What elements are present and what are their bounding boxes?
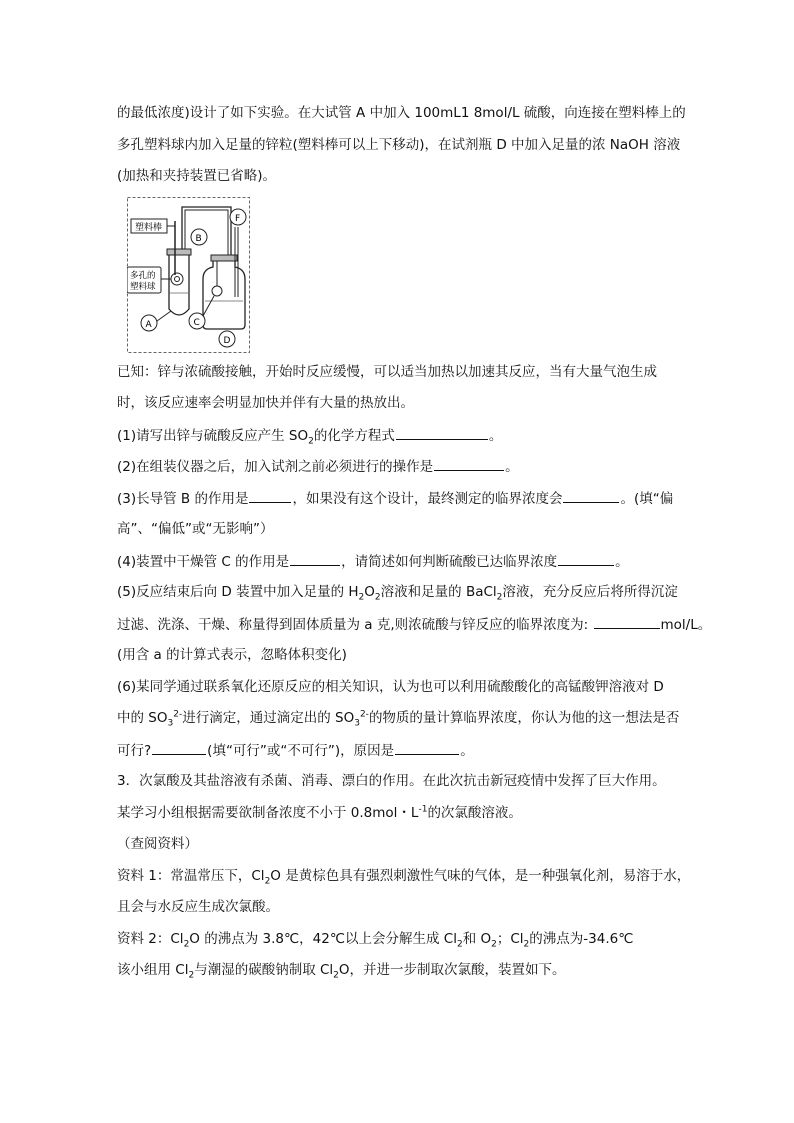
question-6-line-3: 可行? (填“可行”或“不可行”)，原因是 。 xyxy=(117,740,687,761)
drying-tube-c xyxy=(212,286,222,296)
answer-blank-4b[interactable] xyxy=(558,551,614,566)
label-rod: 塑料棒 xyxy=(135,223,163,233)
label-ball-1: 多孔的 xyxy=(130,271,156,281)
intro-line-1: 的最低浓度)设计了如下实验。在大试管 A 中加入 100mL1 8mol/L 硫酸，向连接在塑料棒上的 xyxy=(117,105,686,121)
label-c: C xyxy=(193,318,200,328)
material-1-line-1: 资料 1：常温常压下，$Cl_2O$ 是黄棕色具有强烈刺激性气味的气体，是一种强氧化剂，易溶于水， xyxy=(117,868,691,887)
section-3-line-2: 某学习小组根据需要欲制备浓度不小于 0.8mol・$L^{-1}$的次氯酸溶液。 xyxy=(117,804,522,821)
question-3: (3)长导管 B 的作用是 ，如果没有这个设计，最终测定的临界浓度会 。(填“偏 xyxy=(117,488,687,509)
section-3-last-line: 该小组用 $Cl_2$与潮湿的碳酸钠制取 $Cl_2O$，并进一步制取次氯酸，装置如下。 xyxy=(117,962,566,981)
label-a: A xyxy=(145,320,152,330)
question-6-line-1: (6)某同学通过联系氧化还原反应的相关知识，认为也可以利用硫酸酸化的高锰酸钾溶液对 D xyxy=(117,679,664,695)
section-3-heading: （查阅资料） xyxy=(117,836,198,852)
answer-blank-5[interactable] xyxy=(594,614,660,629)
label-d: D xyxy=(223,336,231,346)
known-line-1: 已知：锌与浓硫酸接触，开始时反应缓慢，可以适当加热以加速其反应，当有大量气泡生成 xyxy=(117,364,657,380)
question-6-line-2: 中的 $SO_3^{2-}$进行滴定，通过滴定出的 $SO_3^{2-}$的物质的量计算临界浓度，你认为他的这一想法是否 xyxy=(117,709,680,729)
section-3-line-1: 3．次氯酸及其盐溶液有杀菌、消毒、漂白的作用。在此次抗击新冠疫情中发挥了巨大作用。 xyxy=(117,773,666,789)
answer-blank-1[interactable] xyxy=(396,425,488,440)
label-ball-2: 塑料球 xyxy=(130,282,156,292)
answer-blank-3a[interactable] xyxy=(249,488,291,503)
stopper-a xyxy=(167,249,191,255)
answer-blank-3b[interactable] xyxy=(563,488,619,503)
apparatus-figure xyxy=(127,197,250,353)
material-2: 资料 2：$Cl_2O$ 的沸点为 3.8℃，42℃以上会分解生成 $Cl_2$和 $O_2$；$Cl_2$的沸点为-34.6℃ xyxy=(117,931,634,950)
answer-blank-2[interactable] xyxy=(434,456,504,471)
test-tube-a xyxy=(169,253,189,315)
label-b: B xyxy=(195,234,202,244)
material-1-line-2: 且会与水反应生成次氯酸。 xyxy=(117,899,279,915)
question-1: (1)请写出锌与硫酸反应产生 $SO_2$的化学方程式 。 xyxy=(117,425,687,446)
answer-blank-4a[interactable] xyxy=(290,551,340,566)
bottle-d xyxy=(203,259,245,329)
intro-line-3: (加热和夹持装置已省略)。 xyxy=(117,168,277,184)
question-4: (4)装置中干燥管 C 的作用是 ，请简述如何判断硫酸已达临界浓度 。 xyxy=(117,551,687,572)
label-f: F xyxy=(235,214,241,224)
answer-blank-6b[interactable] xyxy=(395,740,459,755)
porous-ball xyxy=(171,273,183,285)
stopper-d xyxy=(211,255,237,261)
question-5-line-3: (用含 a 的计算式表示，忽略体积变化) xyxy=(117,647,347,663)
answer-blank-6a[interactable] xyxy=(152,740,206,755)
question-2: (2)在组装仪器之后，加入试剂之前必须进行的操作是 。 xyxy=(117,456,687,477)
intro-line-2: 多孔塑料球内加入足量的锌粒(塑料棒可以上下移动)，在试剂瓶 D 中加入足量的浓 NaOH 溶液 xyxy=(117,137,681,153)
apparatus-diagram xyxy=(127,197,250,353)
question-3-line-2: 高”、“偏低”或“无影响”） xyxy=(117,521,274,537)
question-5-line-2: 过滤、洗涤、干燥、称量得到固体质量为 a 克,则浓硫酸与锌反应的临界浓度为: mol/L。 xyxy=(117,614,687,635)
question-5: (5)反应结束后向 D 装置中加入足量的 $H_2O_2$溶液和足量的 BaCl$_2$溶液，充分反应后将所得沉淀 xyxy=(117,584,678,603)
known-line-2: 时，该反应速率会明显加快并伴有大量的热放出。 xyxy=(117,395,414,411)
